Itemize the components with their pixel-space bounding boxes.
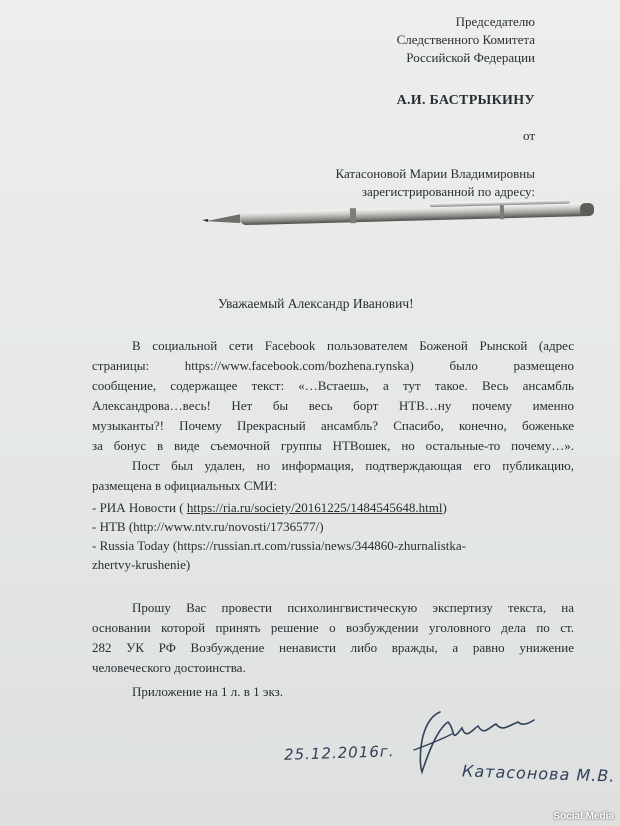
paragraph-line: сообщение, содержащее текст: «…Встаешь, а тут такое. Весь ансамбль bbox=[92, 378, 574, 393]
sender-name: Катасоновой Марии Владимировны bbox=[335, 166, 535, 181]
recipient-title: Председателю bbox=[455, 14, 535, 29]
paragraph-line: за бонус в виде съемочной группы НТВошек, но остальные-то почему…». bbox=[92, 438, 574, 453]
source-rt-line2: zhertvy-krushenie) bbox=[92, 557, 191, 572]
attachment-note: Приложение на 1 л. в 1 экз. bbox=[132, 684, 283, 699]
recipient-org: Следственного Комитета bbox=[396, 32, 535, 47]
paragraph-request bbox=[92, 598, 574, 678]
paragraph-line: человеческого достоинства. bbox=[92, 660, 246, 675]
source-rt-line1: - Russia Today (https://russian.rt.com/russia/news/344860-zhurnalistka- bbox=[92, 538, 466, 553]
from-word: от bbox=[522, 128, 535, 143]
paragraph-media-intro bbox=[92, 456, 574, 496]
paragraph-line: размещена в официальных СМИ: bbox=[92, 478, 278, 493]
greeting: Уважаемый Александр Иванович! bbox=[218, 296, 414, 311]
paragraph-line: музыканты?! Почему Прекрасный ансамбль? Спасибо, конечно, боженьке bbox=[92, 418, 574, 433]
source-ntv: - НТВ (http://www.ntv.ru/novosti/1736577/) bbox=[92, 519, 324, 534]
addressee-name: А.И. БАСТРЫКИНУ bbox=[396, 93, 535, 108]
source-ria bbox=[92, 500, 447, 516]
paragraph-line: 282 УК РФ Возбуждение ненависти либо вражды, а равно унижение bbox=[92, 640, 574, 655]
handwritten-name: Катасонова М.В. bbox=[461, 761, 616, 786]
paragraph-line: основании которой принять решение о возбуждении уголовного дела по ст. bbox=[92, 620, 574, 635]
sender-address-label: зарегистрированной по адресу: bbox=[361, 184, 535, 199]
paragraph-line: В социальной сети Facebook пользователем Боженой Рынской (адрес bbox=[132, 338, 574, 353]
paragraph-line: Александрова…весь! Нет бы весь борт НТВ…ну почему именно bbox=[92, 398, 574, 413]
recipient-country: Российской Федерации bbox=[406, 50, 535, 65]
paragraph-line: Пост был удален, но информация, подтверждающая его публикацию, bbox=[132, 458, 574, 473]
pen-image bbox=[200, 192, 600, 232]
watermark: Social Media bbox=[553, 811, 614, 822]
source-ria-prefix: - РИА Новости ( bbox=[92, 500, 187, 515]
paragraph-line: страницы: https://www.facebook.com/bozhena.rynska) было размещено bbox=[92, 358, 574, 373]
source-ria-suffix: ) bbox=[442, 500, 447, 515]
paragraph-line: Прошу Вас провести психолингвистическую экспертизу текста, на bbox=[132, 600, 574, 615]
paragraph-facebook-post bbox=[92, 336, 574, 456]
ria-link[interactable]: https://ria.ru/society/20161225/1484545648.html bbox=[186, 500, 443, 515]
handwritten-date: 25.12.2016г. bbox=[283, 742, 395, 764]
